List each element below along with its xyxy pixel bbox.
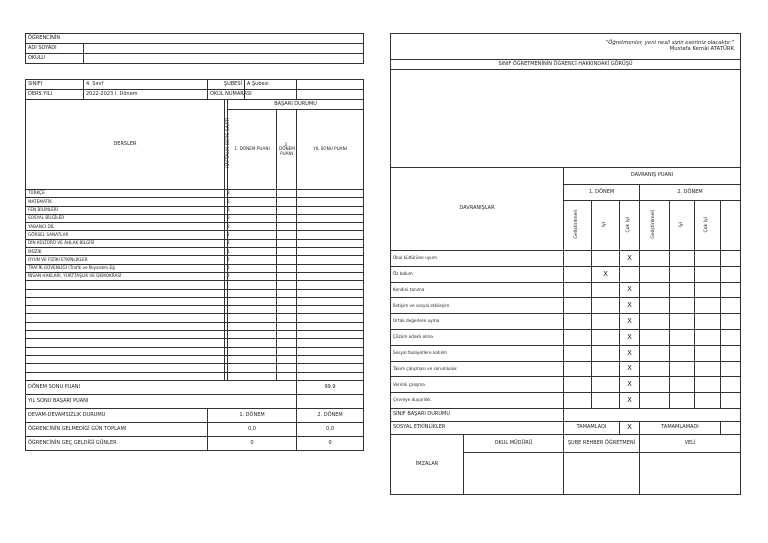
term-end-score-value: 99.9 [297, 380, 364, 394]
subject-hours: 5 [225, 198, 228, 206]
term2-score [277, 190, 297, 198]
school-number-label: OKUL NUMARASI [208, 90, 245, 100]
behavior-row [391, 282, 741, 298]
subject-row [26, 198, 364, 206]
term1-score [228, 206, 277, 214]
year-end-score [297, 214, 364, 222]
behavior-mark-cell[interactable] [640, 345, 670, 361]
not-completed-mark[interactable] [721, 421, 741, 434]
behavior-mark-cell[interactable] [640, 282, 670, 298]
behavior-name: Kendini tanıma [391, 282, 564, 298]
behavior-name: Öz bakım [391, 266, 564, 282]
behavior-mark-cell[interactable] [592, 298, 620, 314]
quote-text: "Öğretmenler, yeni nesil sizin eseriniz olacaktır." [605, 39, 734, 46]
behavior-mark-cell[interactable] [695, 329, 721, 345]
term1-score [228, 231, 277, 239]
behavior-mark-cell[interactable] [592, 282, 620, 298]
branch-value: A Şubesi [245, 80, 297, 90]
term2-score [277, 206, 297, 214]
ataturk-quote-cell [391, 34, 741, 60]
name-label: ADI SOYADI [26, 44, 84, 54]
term2-score-header: 2. DÖNEM PUANI [277, 110, 297, 190]
subject-name: İNSAN HAKLARI, YURTTAŞLIK VE DEMOKRASİ [26, 272, 225, 280]
subject-row [26, 239, 364, 247]
term1-score [228, 239, 277, 247]
subject-row [26, 272, 364, 280]
behavior-mark-cell[interactable] [670, 329, 695, 345]
behavior-mark-cell[interactable] [564, 314, 592, 330]
behavior-name: Çözüm odaklı olma [391, 329, 564, 345]
empty-subject-row [26, 331, 364, 339]
success-status-header: BAŞARI DURUMU [228, 100, 364, 110]
behavior-row [391, 266, 741, 282]
empty-subject-row [26, 339, 364, 347]
term1-score [228, 223, 277, 231]
social-activities-label: SOSYAL ETKİNLİKLER [391, 421, 564, 434]
behavior-mark-cell[interactable]: X [620, 361, 640, 377]
not-completed-label: TAMAMLAMADI [640, 421, 721, 434]
attendance-term1-header: 1. DÖNEM [208, 408, 297, 422]
behavior-mark-cell[interactable] [721, 282, 741, 298]
behavior-mark-cell[interactable] [721, 345, 741, 361]
year-end-success-value [297, 394, 364, 408]
attendance-label: DEVAM-DEVAMSIZLIK DURUMU [26, 408, 208, 422]
behavior-mark-cell[interactable] [620, 266, 640, 282]
empty-subject-row [26, 364, 364, 372]
subject-name: MATEMATİK [26, 198, 225, 206]
subject-hours: 3 [225, 206, 228, 214]
term1-score [228, 198, 277, 206]
year-end-score [297, 198, 364, 206]
subject-row [26, 264, 364, 272]
name-value [84, 44, 364, 54]
term2-score [277, 239, 297, 247]
behavior-mark-cell[interactable]: X [620, 314, 640, 330]
late-days-label: ÖĞRENCİNİN GEÇ GELDİĞİ GÜNLER [26, 436, 208, 450]
term2-score [277, 214, 297, 222]
subject-row [26, 206, 364, 214]
year-end-score [297, 239, 364, 247]
behavior-term2-header: 2. DÖNEM [640, 185, 741, 201]
school-value [84, 54, 364, 64]
class-success-label: SINIF BAŞARI DURUMU [391, 408, 564, 421]
behavior-mark-cell[interactable] [695, 282, 721, 298]
school-label: OKULU [26, 54, 84, 64]
subject-hours: 1 [225, 248, 228, 256]
behavior-mark-cell[interactable]: X [592, 266, 620, 282]
behaviors-header: DAVRANIŞLAR [391, 168, 564, 251]
completed-mark[interactable]: X [620, 421, 640, 434]
behavior-row [391, 393, 741, 409]
subject-row [26, 248, 364, 256]
weekly-hours-header: HAFTALIK DERS SAATİ [225, 100, 228, 190]
term-end-score-label: DÖNEM SONU PUANI [26, 380, 297, 394]
absent-days-term1: 0,0 [208, 422, 297, 436]
subject-hours: 1 [225, 264, 228, 272]
year-end-score [297, 272, 364, 280]
branch-label: ŞUBESİ [208, 80, 245, 90]
subject-hours: 2 [225, 239, 228, 247]
signatures-label: İMZALAR [391, 434, 464, 494]
year-end-score [297, 223, 364, 231]
behavior-mark-cell[interactable] [670, 266, 695, 282]
behavior-row [391, 298, 741, 314]
subject-hours: 3 [225, 214, 228, 222]
behavior-mark-cell[interactable] [564, 393, 592, 409]
behavior-mark-cell[interactable] [640, 329, 670, 345]
student-grade-table [25, 33, 364, 451]
behavior-mark-cell[interactable] [721, 251, 741, 267]
subject-row [26, 256, 364, 264]
empty-subject-row [26, 281, 364, 289]
year-end-score [297, 248, 364, 256]
absent-days-label: ÖĞRENCİNİN GELMEDİĞİ GÜN TOPLAMI [26, 422, 208, 436]
behavior-mark-cell[interactable] [592, 377, 620, 393]
level-header: İyi [670, 201, 695, 251]
teacher-opinion-area [391, 70, 741, 168]
term2-score [277, 248, 297, 256]
behavior-mark-cell[interactable] [721, 361, 741, 377]
year-end-score [297, 190, 364, 198]
level-header: Çok İyi [620, 201, 640, 251]
principal-label: OKUL MÜDÜRÜ [464, 434, 564, 452]
behavior-score-header: DAVRANIŞ PUANI [564, 168, 741, 185]
behavior-mark-cell[interactable] [670, 393, 695, 409]
student-section-title: ÖĞRENCİNİN [26, 34, 364, 44]
absent-days-term2: 0,0 [297, 422, 364, 436]
behavior-row [391, 251, 741, 267]
subject-name: GÖRSEL SANATLAR [26, 231, 225, 239]
completed-label: TAMAMLADI [564, 421, 620, 434]
behavior-mark-cell[interactable] [670, 298, 695, 314]
behavior-mark-cell[interactable] [592, 393, 620, 409]
behavior-mark-cell[interactable] [670, 251, 695, 267]
behavior-mark-cell[interactable] [721, 266, 741, 282]
behavior-mark-cell[interactable] [695, 377, 721, 393]
behavior-mark-cell[interactable] [721, 393, 741, 409]
late-days-term1: 0 [208, 436, 297, 450]
guidance-teacher-label: ŞUBE REHBER ÖĞRETMENİ [564, 434, 640, 452]
subject-name: DİN KÜLTÜRÜ VE AHLAK BİLGİSİ [26, 239, 225, 247]
behavior-mark-cell[interactable] [670, 314, 695, 330]
year-end-success-label: YIL SONU BAŞARI PUANI [26, 394, 297, 408]
subject-hours: 1 [225, 231, 228, 239]
behavior-mark-cell[interactable] [640, 393, 670, 409]
courses-header: DERSLER [26, 100, 225, 190]
year-end-score-header: YIL SONU PUANI [297, 110, 364, 190]
level-header: Geliştirilmeli [564, 201, 592, 251]
behavior-mark-cell[interactable] [721, 329, 741, 345]
behavior-mark-cell[interactable] [695, 298, 721, 314]
behavior-row [391, 361, 741, 377]
behavior-mark-cell[interactable] [721, 298, 741, 314]
behavior-mark-cell[interactable] [592, 251, 620, 267]
behavior-mark-cell[interactable] [695, 251, 721, 267]
behavior-mark-cell[interactable] [721, 314, 741, 330]
behavior-mark-cell[interactable] [640, 298, 670, 314]
teacher-opinion-table [390, 33, 741, 495]
behavior-mark-cell[interactable] [670, 377, 695, 393]
behavior-mark-cell[interactable] [695, 314, 721, 330]
subject-name: OYUN VE FİZİKİ ETKİNLİKLER [26, 256, 225, 264]
behavior-mark-cell[interactable] [564, 329, 592, 345]
behavior-mark-cell[interactable]: X [620, 377, 640, 393]
behavior-mark-cell[interactable]: X [620, 251, 640, 267]
subject-name: SOSYAL BİLGİLER [26, 214, 225, 222]
guidance-teacher-signature [564, 452, 640, 494]
term2-score [277, 256, 297, 264]
behavior-mark-cell[interactable] [564, 345, 592, 361]
year-label: DERS YILI [26, 90, 84, 100]
behavior-mark-cell[interactable] [592, 314, 620, 330]
subject-name: TÜRKÇE [26, 190, 225, 198]
behavior-mark-cell[interactable] [695, 266, 721, 282]
term2-score [277, 231, 297, 239]
behavior-mark-cell[interactable] [695, 393, 721, 409]
behavior-mark-cell[interactable]: X [620, 329, 640, 345]
subject-name: YABANCI DİL [26, 223, 225, 231]
spacer-row [26, 64, 364, 80]
behavior-mark-cell[interactable] [640, 377, 670, 393]
behavior-name: Çevreye duyarlılık [391, 393, 564, 409]
behavior-mark-cell[interactable] [695, 345, 721, 361]
parent-signature [640, 452, 741, 494]
subject-hours: 2 [225, 256, 228, 264]
year-end-score [297, 264, 364, 272]
subject-hours: 2 [225, 223, 228, 231]
class-success-value [564, 408, 741, 421]
principal-signature [464, 452, 564, 494]
behavior-mark-cell[interactable] [564, 377, 592, 393]
behavior-mark-cell[interactable] [592, 329, 620, 345]
term1-score-header: 1. DÖNEM PUANI [228, 110, 277, 190]
subject-row [26, 214, 364, 222]
term1-score [228, 256, 277, 264]
term2-score [277, 272, 297, 280]
behavior-name: İletişim ve sosyal etkileşim [391, 298, 564, 314]
behavior-mark-cell[interactable] [640, 266, 670, 282]
behavior-mark-cell[interactable]: X [620, 345, 640, 361]
level-header: İyi [592, 201, 620, 251]
quote-author: Mustafa Kemâl ATATÜRK [669, 45, 734, 52]
subject-name: TRAFİK GÜVENLİĞİ (Trafik ve İlkyardım Eğ [26, 264, 225, 272]
behavior-mark-cell[interactable] [670, 345, 695, 361]
behavior-mark-cell[interactable] [592, 345, 620, 361]
behavior-mark-cell[interactable] [695, 361, 721, 377]
empty-subject-row [26, 347, 364, 355]
behavior-mark-cell[interactable] [670, 282, 695, 298]
year-value: 2022-2023 I. Dönem [84, 90, 208, 100]
behavior-row [391, 329, 741, 345]
year-end-score [297, 231, 364, 239]
empty-subject-row [26, 355, 364, 363]
behavior-name: Sosyal faaliyetlere katılım [391, 345, 564, 361]
behavior-mark-cell[interactable] [564, 361, 592, 377]
year-end-score [297, 206, 364, 214]
behavior-mark-cell[interactable] [592, 361, 620, 377]
behavior-mark-cell[interactable] [564, 282, 592, 298]
behavior-row [391, 314, 741, 330]
term1-score [228, 264, 277, 272]
term2-score [277, 223, 297, 231]
behavior-mark-cell[interactable]: X [620, 393, 640, 409]
subject-row [26, 223, 364, 231]
behavior-name: Okul kültürüne uyum [391, 251, 564, 267]
empty-subject-row [26, 372, 364, 380]
subject-row [26, 231, 364, 239]
behavior-mark-cell[interactable] [640, 251, 670, 267]
behavior-name: Takım çalışması ve sorumluluk [391, 361, 564, 377]
subject-row [26, 190, 364, 198]
behavior-mark-cell[interactable] [640, 314, 670, 330]
behavior-mark-cell[interactable] [564, 266, 592, 282]
class-label: SINIFI [26, 80, 84, 90]
attendance-term2-header: 2. DÖNEM [297, 408, 364, 422]
term2-score [277, 198, 297, 206]
class-value: 4. Sınıf [84, 80, 208, 90]
level-header: Çok İyi [695, 201, 721, 251]
behavior-mark-cell[interactable]: X [620, 282, 640, 298]
empty-subject-row [26, 297, 364, 305]
school-number-value [245, 90, 297, 100]
level-header: Geliştirilmeli [640, 201, 670, 251]
behavior-row [391, 345, 741, 361]
subject-name: FEN BİLİMLERİ [26, 206, 225, 214]
behavior-row [391, 377, 741, 393]
behavior-mark-cell[interactable] [721, 377, 741, 393]
behavior-mark-cell[interactable] [670, 361, 695, 377]
teacher-opinion-title: SINIF ÖĞRETMENİNİN ÖĞRENCİ HAKKINDAKİ GÖRÜŞÜ [391, 60, 741, 70]
behavior-mark-cell[interactable] [564, 251, 592, 267]
empty-subject-row [26, 289, 364, 297]
subject-hours: 2 [225, 272, 228, 280]
term1-score [228, 248, 277, 256]
term2-score [277, 264, 297, 272]
term1-score [228, 214, 277, 222]
behavior-name: Verimli çalışma [391, 377, 564, 393]
late-days-term2: 0 [297, 436, 364, 450]
parent-label: VELİ [640, 434, 741, 452]
behavior-mark-cell[interactable]: X [620, 298, 640, 314]
subject-name: MÜZİK [26, 248, 225, 256]
empty-subject-row [26, 306, 364, 314]
behavior-mark-cell[interactable] [640, 361, 670, 377]
year-end-score [297, 256, 364, 264]
behavior-term1-header: 1. DÖNEM [564, 185, 640, 201]
subject-hours: 8 [225, 190, 228, 198]
behavior-name: Ortak değerlere uyma [391, 314, 564, 330]
behavior-mark-cell[interactable] [564, 298, 592, 314]
term1-score [228, 272, 277, 280]
empty-subject-row [26, 314, 364, 322]
term1-score [228, 190, 277, 198]
empty-subject-row [26, 322, 364, 330]
